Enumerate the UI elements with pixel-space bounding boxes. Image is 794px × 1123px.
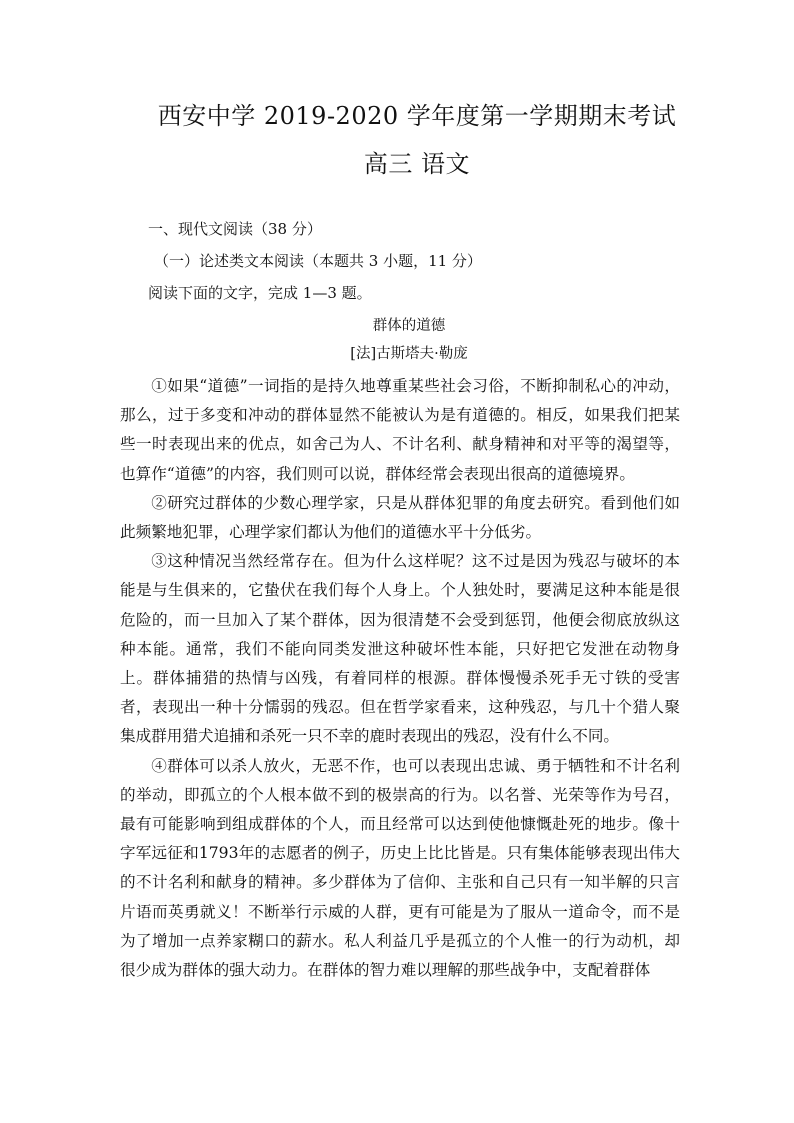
paragraph-4: ④群体可以杀人放火，无恶不作，也可以表现出忠诚、勇于牺牲和不计名利的举动，即孤立的个人根本做不到的极崇高的行为。以名誉、光荣等作为号召，最有可能影响到组成群体的个人，而且经常可以达到使他慷慨赴死的地步。像十字军远征和1793年的志愿者的例子，历史上比比皆是。只有集体能够表现出伟大的不计名利和献身的精神。多少群体为了信仰、主张和自己只有一知半解的只言片语而英勇就义！不断举行示威的人群，更有可能是为了服从一道命令，而不是为了增加一点养家糊口的薪水。私人利益几乎是孤立的个人惟一的行为动机，却很少成为群体的强大动力。在群体的智力难以理解的那些战争中，支配着群体 xyxy=(120,756,680,980)
paragraph-3: ③这种情况当然经常存在。但为什么这样呢？这不过是因为残忍与破坏的本能是与生俱来的，它蛰伏在我们每个人身上。个人独处时，要满足这种本能是很危险的，而一旦加入了某个群体，因为很清楚不会受到惩罚，他便会彻底放纵这种本能。通常，我们不能向同类发泄这种破坏性本能，只好把它发泄在动物身上。群体捕猎的热情与凶残，有着同样的根源。群体慢慢杀死手无寸铁的受害者，表现出一种十分懦弱的残忍。但在哲学家看来，这种残忍，与几十个猎人聚集成群用猎犬追捕和杀死一只不幸的鹿时表现出的残忍，没有什么不同。 xyxy=(120,552,680,746)
article-body xyxy=(120,372,680,985)
section-subheading: （一）论述类文本阅读（本题共 3 小题，11 分） xyxy=(154,252,482,270)
exam-title: 西安中学 2019-2020 学年度第一学期期末考试 xyxy=(157,102,677,130)
paragraph-1: ①如果“道德”一词指的是持久地尊重某些社会习俗，不断抑制私心的冲动，那么，过于多变和冲动的群体显然不能被认为是有道德的。相反，如果我们把某些一时表现出来的优点，如舍己为人、不计名利、献身精神和对平等的渴望等，也算作“道德”的内容，我们则可以说，群体经常会表现出很高的道德境界。 xyxy=(120,377,680,483)
article-author: [法]古斯塔夫·勒庞 xyxy=(350,346,468,362)
article-title: 群体的道德 xyxy=(372,318,446,334)
section-heading: 一、现代文阅读（38 分） xyxy=(148,220,322,238)
reading-instruction: 阅读下面的文字，完成 1—3 题。 xyxy=(148,284,372,302)
paragraph-2: ②研究过群体的少数心理学家，只是从群体犯罪的角度去研究。看到他们如此频繁地犯罪，心理学家们都认为他们的道德水平十分低劣。 xyxy=(120,493,680,542)
exam-subtitle: 高三 语文 xyxy=(363,150,471,178)
